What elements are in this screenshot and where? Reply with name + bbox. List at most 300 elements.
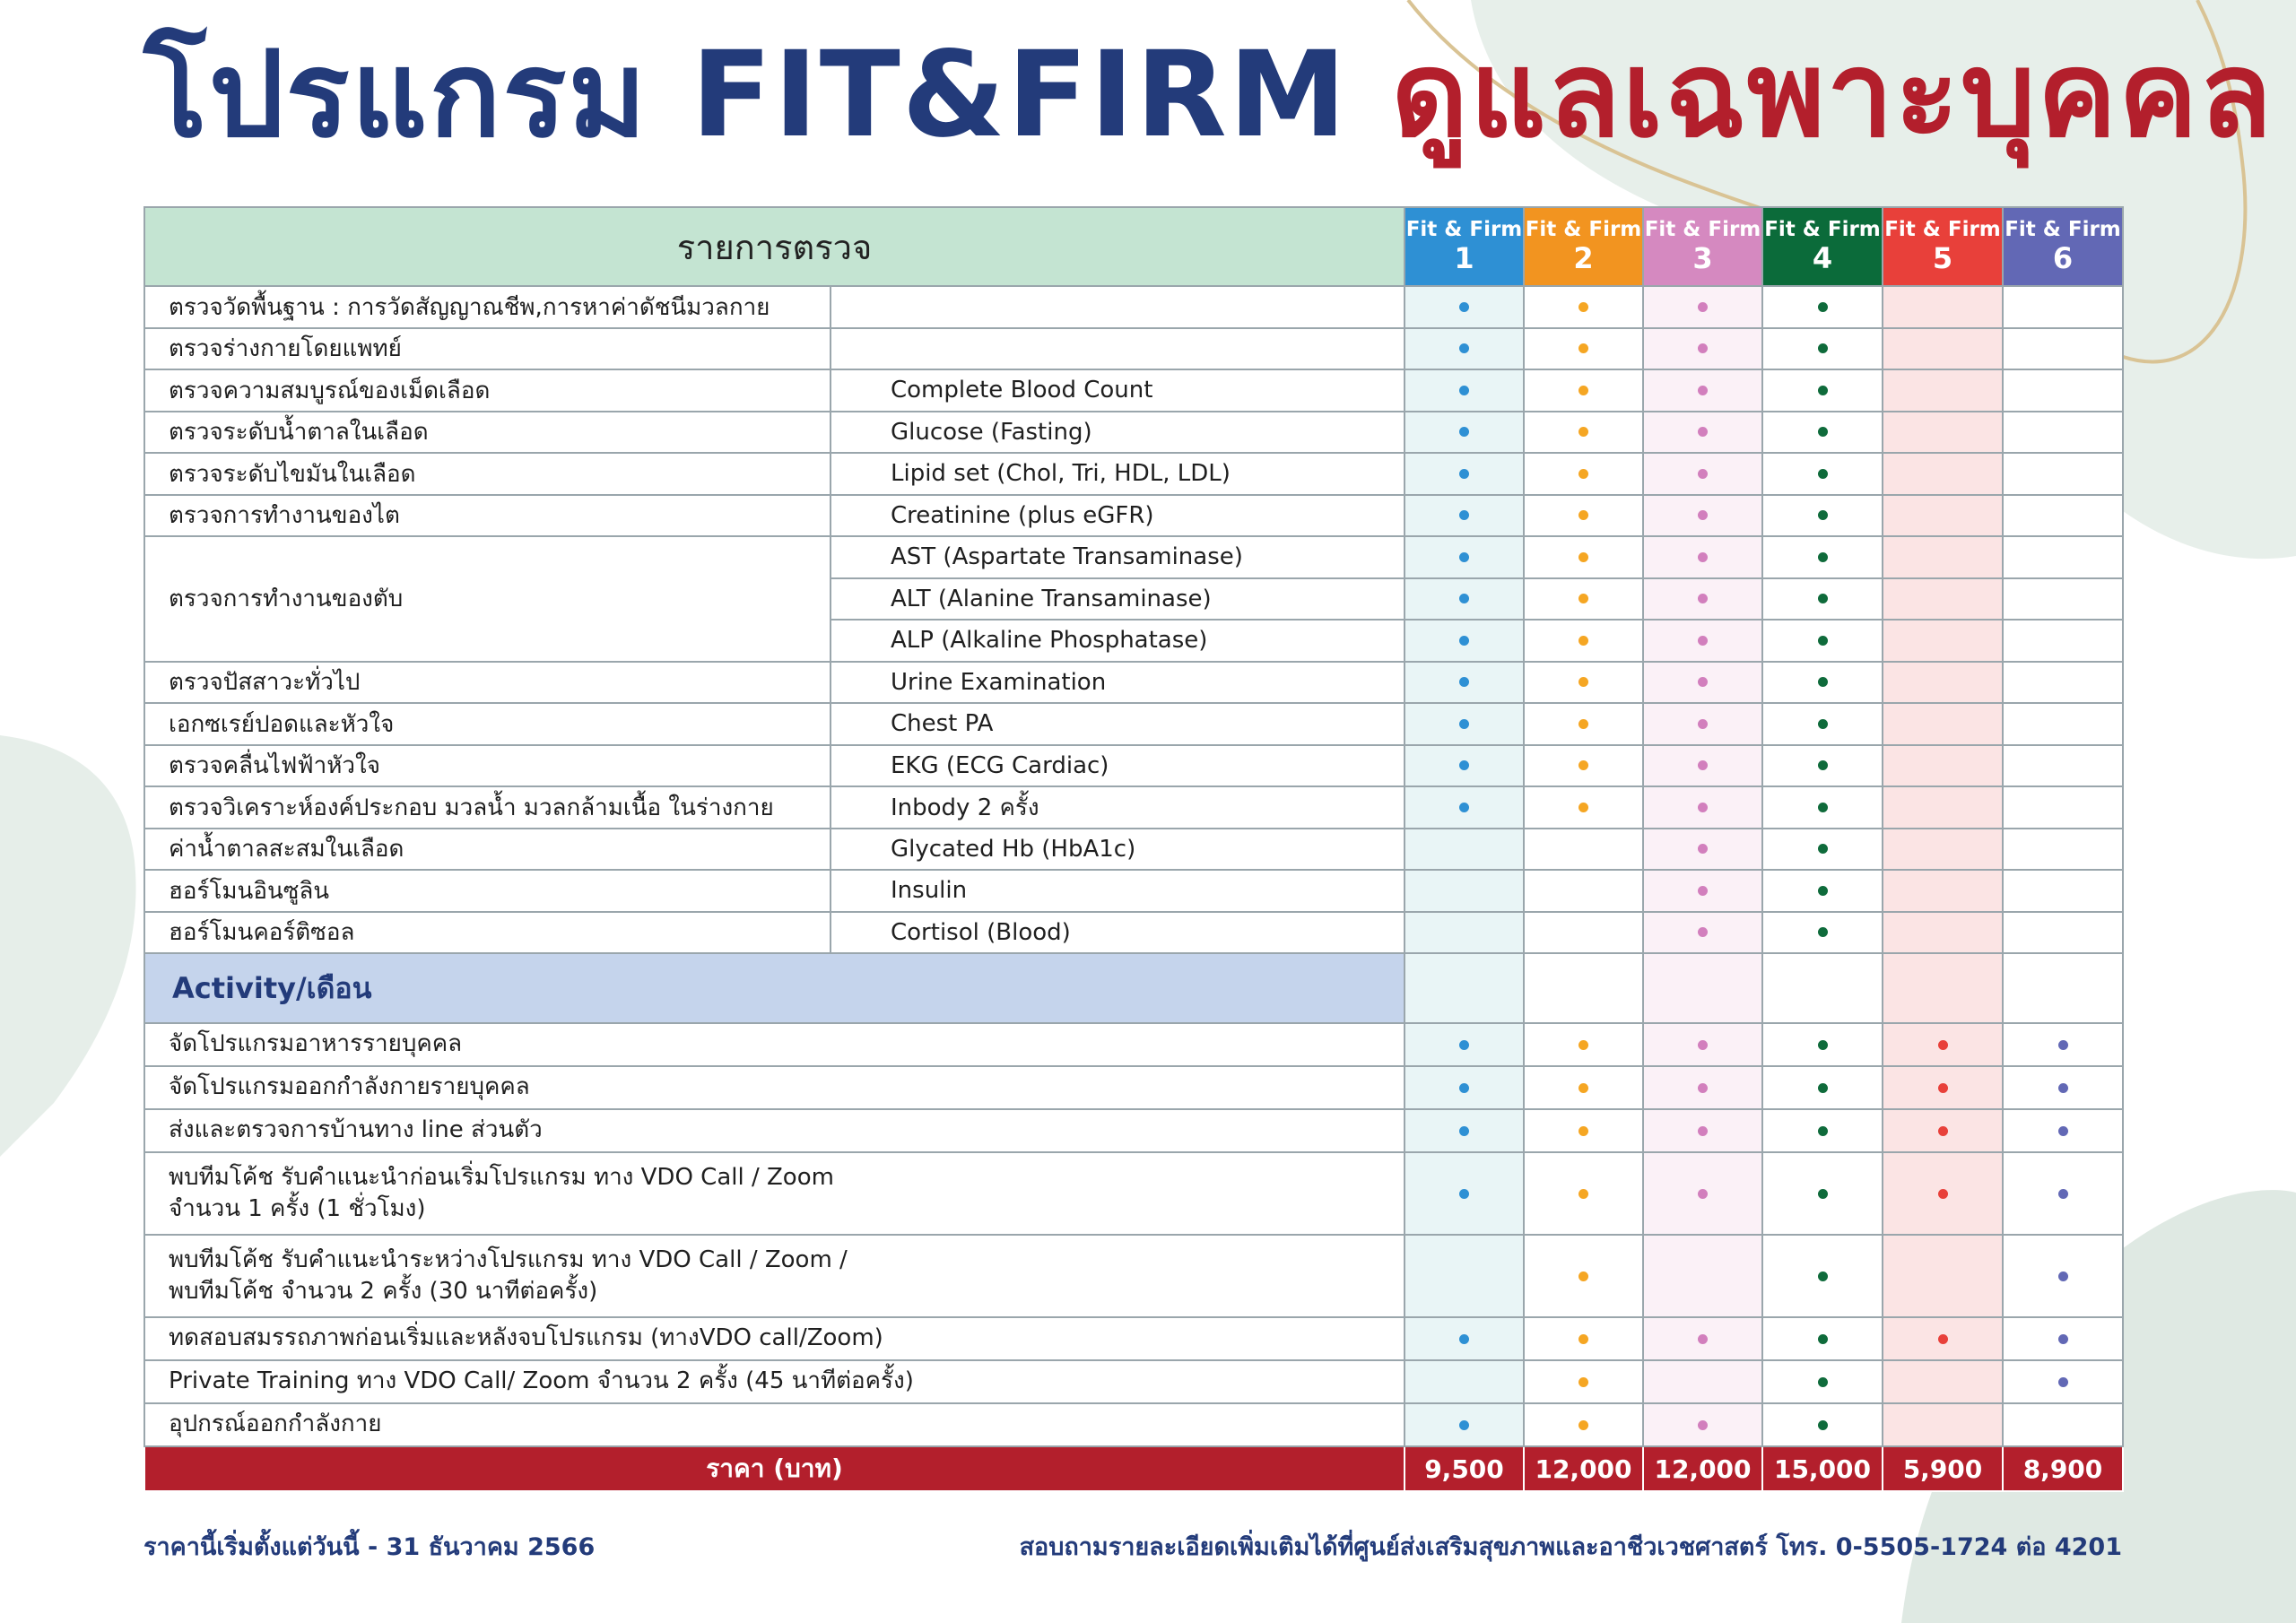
plan-3-cell — [1643, 912, 1762, 954]
plan-6-cell — [2003, 953, 2123, 1023]
page-title — [144, 26, 2274, 164]
plan-2-cell — [1524, 1235, 1643, 1317]
included-dot-icon — [1578, 719, 1588, 729]
plan-5-cell — [1883, 870, 2003, 912]
exam-test: Cortisol (Blood) — [831, 912, 1405, 954]
included-dot-icon — [1578, 760, 1588, 770]
included-dot-icon — [1818, 302, 1828, 312]
plan-header-1 — [1405, 207, 1524, 286]
included-dot-icon — [1459, 1420, 1469, 1430]
plan-3-cell — [1643, 1317, 1762, 1360]
included-dot-icon — [1698, 427, 1708, 437]
plan-6-cell — [2003, 829, 2123, 871]
plan-1-cell — [1405, 953, 1524, 1023]
plan-number: 1 — [1454, 240, 1474, 275]
included-dot-icon — [1818, 636, 1828, 646]
included-dot-icon — [1698, 677, 1708, 687]
plan-2-cell — [1524, 536, 1643, 578]
included-dot-icon — [1818, 1040, 1828, 1050]
activity-item — [144, 1109, 1405, 1152]
exam-row — [144, 786, 2123, 829]
plan-2-cell — [1524, 369, 1643, 412]
price-plan-2: 12,000 — [1524, 1446, 1643, 1491]
activity-line: จำนวน 1 ครั้ง (1 ชั่วโมง) — [169, 1195, 426, 1222]
included-dot-icon — [1578, 510, 1588, 520]
activity-line: พบทีมโค้ช รับคำแนะนำระหว่างโปรแกรม ทาง VDO Call / Zoom / — [169, 1245, 848, 1273]
plan-3-cell — [1643, 1109, 1762, 1152]
included-dot-icon — [1698, 803, 1708, 812]
plan-name: Fit & Firm — [2005, 218, 2121, 242]
included-dot-icon — [1818, 343, 1828, 353]
plan-2-cell — [1524, 1152, 1643, 1235]
plan-5-cell — [1883, 1066, 2003, 1109]
included-dot-icon — [1818, 719, 1828, 729]
exam-item: ตรวจวัดพื้นฐาน : การวัดสัญญาณชีพ,การหาค่าดัชนีมวลกาย — [144, 286, 831, 328]
plan-5-cell — [1883, 1317, 2003, 1360]
plan-5-cell — [1883, 495, 2003, 537]
plan-2-cell — [1524, 495, 1643, 537]
plan-2-cell — [1524, 703, 1643, 745]
plan-4-cell — [1762, 953, 1883, 1023]
plan-6-cell — [2003, 912, 2123, 954]
exam-test: Lipid set (Chol, Tri, HDL, LDL) — [831, 453, 1405, 495]
plan-6-cell — [2003, 328, 2123, 370]
included-dot-icon — [1698, 1083, 1708, 1093]
plan-name: Fit & Firm — [1405, 218, 1523, 242]
plan-3-cell — [1643, 620, 1762, 662]
included-dot-icon — [1459, 427, 1469, 437]
plan-4-cell — [1762, 620, 1883, 662]
included-dot-icon — [1818, 1083, 1828, 1093]
included-dot-icon — [1818, 469, 1828, 479]
plan-5-cell — [1883, 453, 2003, 495]
included-dot-icon — [1818, 1377, 1828, 1387]
activity-row — [144, 1403, 2123, 1446]
included-dot-icon — [1818, 1189, 1828, 1199]
included-dot-icon — [1459, 1040, 1469, 1050]
price-plan-1: 9,500 — [1405, 1446, 1524, 1491]
plan-5-cell — [1883, 786, 2003, 829]
included-dot-icon — [2058, 1040, 2068, 1050]
exam-item: ค่าน้ำตาลสะสมในเลือด — [144, 829, 831, 871]
footer-price-validity: ราคานี้เริ่มตั้งแต่วันนี้ - 31 ธันวาคม 2566 — [144, 1533, 596, 1561]
included-dot-icon — [1818, 677, 1828, 687]
title-personal-care: ดูแลเฉพาะบุคคล — [1391, 26, 2274, 164]
plan-5-cell — [1883, 745, 2003, 787]
activity-line: จัดโปรแกรมอาหารรายบุคคล — [169, 1030, 463, 1058]
included-dot-icon — [1818, 1420, 1828, 1430]
plan-6-cell — [2003, 1317, 2123, 1360]
plan-6-cell — [2003, 703, 2123, 745]
plan-6-cell — [2003, 1360, 2123, 1403]
plan-1-cell — [1405, 620, 1524, 662]
included-dot-icon — [1698, 886, 1708, 896]
included-dot-icon — [1938, 1334, 1948, 1344]
plan-3-cell — [1643, 745, 1762, 787]
plan-4-cell — [1762, 912, 1883, 954]
plan-name: Fit & Firm — [1884, 218, 2001, 242]
plan-2-cell — [1524, 453, 1643, 495]
activity-item — [144, 1403, 1405, 1446]
included-dot-icon — [1698, 844, 1708, 854]
plan-4-cell — [1762, 495, 1883, 537]
plan-5-cell — [1883, 536, 2003, 578]
activity-row — [144, 1152, 2123, 1235]
plan-2-cell — [1524, 953, 1643, 1023]
table-header-row — [144, 207, 2123, 286]
plan-5-cell — [1883, 1403, 2003, 1446]
plan-name: Fit & Firm — [1764, 218, 1881, 242]
plan-3-cell — [1643, 1023, 1762, 1066]
plan-6-cell — [2003, 1152, 2123, 1235]
plan-number: 4 — [1812, 240, 1833, 275]
plan-6-cell — [2003, 662, 2123, 704]
included-dot-icon — [1698, 343, 1708, 353]
plan-3-cell — [1643, 1066, 1762, 1109]
activity-line: อุปกรณ์ออกกำลังกาย — [169, 1410, 382, 1438]
plan-name: Fit & Firm — [1644, 218, 1761, 242]
plan-5-cell — [1883, 412, 2003, 454]
exam-item: ตรวจคลื่นไฟฟ้าหัวใจ — [144, 745, 831, 787]
plan-3-cell — [1643, 536, 1762, 578]
exam-test — [831, 286, 1405, 328]
included-dot-icon — [1459, 594, 1469, 603]
activity-item — [144, 1360, 1405, 1403]
plan-3-cell — [1643, 328, 1762, 370]
plan-1-cell — [1405, 870, 1524, 912]
included-dot-icon — [1578, 803, 1588, 812]
included-dot-icon — [1578, 469, 1588, 479]
plan-5-cell — [1883, 953, 2003, 1023]
included-dot-icon — [1698, 1334, 1708, 1344]
included-dot-icon — [1459, 386, 1469, 395]
activity-line: พบทีมโค้ช จำนวน 2 ครั้ง (30 นาทีต่อครั้ง) — [169, 1278, 598, 1305]
plan-1-cell — [1405, 1023, 1524, 1066]
included-dot-icon — [2058, 1334, 2068, 1344]
included-dot-icon — [1578, 552, 1588, 562]
exam-item: ตรวจการทำงานของไต — [144, 495, 831, 537]
plan-1-cell — [1405, 412, 1524, 454]
included-dot-icon — [1818, 386, 1828, 395]
plan-2-cell — [1524, 1317, 1643, 1360]
plan-1-cell — [1405, 578, 1524, 621]
activity-item — [144, 1152, 1405, 1235]
included-dot-icon — [1578, 1040, 1588, 1050]
exam-row — [144, 912, 2123, 954]
plan-6-cell — [2003, 1066, 2123, 1109]
included-dot-icon — [1459, 552, 1469, 562]
included-dot-icon — [1578, 1271, 1588, 1281]
plan-1-cell — [1405, 1403, 1524, 1446]
exam-item: ตรวจร่างกายโดยแพทย์ — [144, 328, 831, 370]
exam-item: ฮอร์โมนอินซูลิน — [144, 870, 831, 912]
price-plan-4: 15,000 — [1762, 1446, 1883, 1491]
included-dot-icon — [1818, 844, 1828, 854]
included-dot-icon — [1698, 760, 1708, 770]
exam-row — [144, 745, 2123, 787]
price-plan-3: 12,000 — [1643, 1446, 1762, 1491]
plan-2-cell — [1524, 328, 1643, 370]
price-plan-6: 8,900 — [2003, 1446, 2123, 1491]
plan-5-cell — [1883, 662, 2003, 704]
plan-3-cell — [1643, 662, 1762, 704]
exam-row — [144, 536, 2123, 578]
exam-row — [144, 662, 2123, 704]
included-dot-icon — [1578, 1083, 1588, 1093]
plan-1-cell — [1405, 703, 1524, 745]
activity-line: ทดสอบสมรรถภาพก่อนเริ่มและหลังจบโปรแกรม (ทางVDO call/Zoom) — [169, 1324, 883, 1352]
exam-row — [144, 453, 2123, 495]
included-dot-icon — [1578, 1334, 1588, 1344]
included-dot-icon — [1698, 1126, 1708, 1136]
table-body — [144, 286, 2123, 1491]
activity-item — [144, 1317, 1405, 1360]
plan-number: 5 — [1932, 240, 1953, 275]
plan-1-cell — [1405, 1360, 1524, 1403]
included-dot-icon — [1698, 927, 1708, 937]
exam-item: ตรวจความสมบูรณ์ของเม็ดเลือด — [144, 369, 831, 412]
plan-4-cell — [1762, 829, 1883, 871]
plan-2-cell — [1524, 745, 1643, 787]
plan-header-4 — [1762, 207, 1883, 286]
activity-line: Private Training ทาง VDO Call/ Zoom จำนวน 2 ครั้ง (45 นาทีต่อครั้ง) — [169, 1367, 914, 1395]
activity-row — [144, 1023, 2123, 1066]
plan-4-cell — [1762, 703, 1883, 745]
included-dot-icon — [1818, 886, 1828, 896]
included-dot-icon — [1818, 552, 1828, 562]
plan-5-cell — [1883, 829, 2003, 871]
included-dot-icon — [1459, 302, 1469, 312]
included-dot-icon — [1698, 594, 1708, 603]
included-dot-icon — [1698, 1040, 1708, 1050]
plan-6-cell — [2003, 1403, 2123, 1446]
exam-row — [144, 703, 2123, 745]
plan-3-cell — [1643, 953, 1762, 1023]
included-dot-icon — [2058, 1377, 2068, 1387]
plan-4-cell — [1762, 578, 1883, 621]
exam-test: ALP (Alkaline Phosphatase) — [831, 620, 1405, 662]
activity-row — [144, 1360, 2123, 1403]
plan-1-cell — [1405, 1152, 1524, 1235]
plan-1-cell — [1405, 328, 1524, 370]
included-dot-icon — [1698, 302, 1708, 312]
plan-number: 2 — [1573, 240, 1594, 275]
activity-row — [144, 1109, 2123, 1152]
plan-4-cell — [1762, 1360, 1883, 1403]
exam-row — [144, 328, 2123, 370]
plan-3-cell — [1643, 1152, 1762, 1235]
included-dot-icon — [1698, 636, 1708, 646]
plan-4-cell — [1762, 369, 1883, 412]
included-dot-icon — [1818, 594, 1828, 603]
plan-2-cell — [1524, 912, 1643, 954]
plan-name: Fit & Firm — [1525, 218, 1642, 242]
exam-item: ตรวจปัสสาวะทั่วไป — [144, 662, 831, 704]
plan-3-cell — [1643, 703, 1762, 745]
included-dot-icon — [1459, 636, 1469, 646]
plan-6-cell — [2003, 286, 2123, 328]
exam-item: เอกซเรย์ปอดและหัวใจ — [144, 703, 831, 745]
included-dot-icon — [1459, 760, 1469, 770]
plan-4-cell — [1762, 786, 1883, 829]
plan-4-cell — [1762, 1403, 1883, 1446]
exam-item: ตรวจวิเคราะห์องค์ประกอบ มวลน้ำ มวลกล้ามเนื้อ ในร่างกาย — [144, 786, 831, 829]
plan-5-cell — [1883, 620, 2003, 662]
plan-2-cell — [1524, 412, 1643, 454]
plan-5-cell — [1883, 703, 2003, 745]
included-dot-icon — [1578, 1377, 1588, 1387]
plan-2-cell — [1524, 286, 1643, 328]
included-dot-icon — [1459, 510, 1469, 520]
plan-3-cell — [1643, 1403, 1762, 1446]
included-dot-icon — [1578, 1420, 1588, 1430]
plan-1-cell — [1405, 662, 1524, 704]
plan-1-cell — [1405, 1109, 1524, 1152]
exam-test: Insulin — [831, 870, 1405, 912]
included-dot-icon — [1818, 427, 1828, 437]
included-dot-icon — [1459, 1083, 1469, 1093]
included-dot-icon — [1818, 1126, 1828, 1136]
exam-item: ตรวจระดับน้ำตาลในเลือด — [144, 412, 831, 454]
included-dot-icon — [1938, 1126, 1948, 1136]
plan-6-cell — [2003, 453, 2123, 495]
included-dot-icon — [2058, 1083, 2068, 1093]
exam-test: Urine Examination — [831, 662, 1405, 704]
plan-4-cell — [1762, 286, 1883, 328]
plan-header-5 — [1883, 207, 2003, 286]
plan-5-cell — [1883, 912, 2003, 954]
exam-test: Glycated Hb (HbA1c) — [831, 829, 1405, 871]
activity-item — [144, 1235, 1405, 1317]
plan-4-cell — [1762, 1235, 1883, 1317]
exam-test: AST (Aspartate Transaminase) — [831, 536, 1405, 578]
exam-test: Complete Blood Count — [831, 369, 1405, 412]
exam-test: EKG (ECG Cardiac) — [831, 745, 1405, 787]
exam-row — [144, 412, 2123, 454]
included-dot-icon — [1459, 719, 1469, 729]
included-dot-icon — [1698, 386, 1708, 395]
plan-2-cell — [1524, 1109, 1643, 1152]
plan-header-6 — [2003, 207, 2123, 286]
plan-4-cell — [1762, 1317, 1883, 1360]
plan-2-cell — [1524, 870, 1643, 912]
plan-5-cell — [1883, 1152, 2003, 1235]
included-dot-icon — [2058, 1126, 2068, 1136]
plan-6-cell — [2003, 1109, 2123, 1152]
activity-header: Activity/เดือน — [144, 953, 1405, 1023]
plan-2-cell — [1524, 1023, 1643, 1066]
plan-6-cell — [2003, 870, 2123, 912]
plan-3-cell — [1643, 412, 1762, 454]
plan-number: 6 — [2052, 240, 2074, 275]
plan-3-cell — [1643, 870, 1762, 912]
plan-1-cell — [1405, 745, 1524, 787]
plan-4-cell — [1762, 1109, 1883, 1152]
included-dot-icon — [1938, 1083, 1948, 1093]
included-dot-icon — [1698, 1420, 1708, 1430]
activity-row — [144, 1235, 2123, 1317]
included-dot-icon — [1578, 1189, 1588, 1199]
activity-item — [144, 1023, 1405, 1066]
plan-1-cell — [1405, 829, 1524, 871]
included-dot-icon — [1578, 677, 1588, 687]
plan-4-cell — [1762, 412, 1883, 454]
included-dot-icon — [1818, 1334, 1828, 1344]
plan-4-cell — [1762, 1152, 1883, 1235]
plan-4-cell — [1762, 870, 1883, 912]
plan-2-cell — [1524, 578, 1643, 621]
plan-1-cell — [1405, 536, 1524, 578]
plan-4-cell — [1762, 745, 1883, 787]
exam-test: Creatinine (plus eGFR) — [831, 495, 1405, 537]
exam-row — [144, 286, 2123, 328]
exam-test: Inbody 2 ครั้ง — [831, 786, 1405, 829]
plan-1-cell — [1405, 453, 1524, 495]
plan-2-cell — [1524, 620, 1643, 662]
activity-row — [144, 1066, 2123, 1109]
plan-3-cell — [1643, 829, 1762, 871]
included-dot-icon — [1459, 803, 1469, 812]
included-dot-icon — [1818, 927, 1828, 937]
plan-3-cell — [1643, 1360, 1762, 1403]
plan-6-cell — [2003, 1023, 2123, 1066]
exam-row — [144, 369, 2123, 412]
exam-test: Glucose (Fasting) — [831, 412, 1405, 454]
included-dot-icon — [1459, 1334, 1469, 1344]
plan-4-cell — [1762, 328, 1883, 370]
plan-5-cell — [1883, 328, 2003, 370]
included-dot-icon — [1578, 343, 1588, 353]
plan-4-cell — [1762, 1023, 1883, 1066]
plan-6-cell — [2003, 745, 2123, 787]
exam-list-header: รายการตรวจ — [144, 207, 1405, 286]
plan-3-cell — [1643, 578, 1762, 621]
plan-6-cell — [2003, 1235, 2123, 1317]
plan-5-cell — [1883, 578, 2003, 621]
included-dot-icon — [1578, 1126, 1588, 1136]
plan-3-cell — [1643, 369, 1762, 412]
price-plan-5: 5,900 — [1883, 1446, 2003, 1491]
included-dot-icon — [1578, 302, 1588, 312]
plan-6-cell — [2003, 786, 2123, 829]
plan-3-cell — [1643, 286, 1762, 328]
included-dot-icon — [1818, 510, 1828, 520]
plan-6-cell — [2003, 578, 2123, 621]
plan-3-cell — [1643, 786, 1762, 829]
plan-1-cell — [1405, 369, 1524, 412]
activity-line: พบทีมโค้ช รับคำแนะนำก่อนเริ่มโปรแกรม ทาง VDO Call / Zoom — [169, 1163, 834, 1191]
plan-3-cell — [1643, 495, 1762, 537]
activity-line: ส่งและตรวจการบ้านทาง line ส่วนตัว — [169, 1116, 543, 1144]
plan-header-3 — [1643, 207, 1762, 286]
plan-2-cell — [1524, 1403, 1643, 1446]
plan-4-cell — [1762, 662, 1883, 704]
included-dot-icon — [1578, 636, 1588, 646]
plan-4-cell — [1762, 453, 1883, 495]
plan-2-cell — [1524, 786, 1643, 829]
included-dot-icon — [1698, 552, 1708, 562]
plan-1-cell — [1405, 495, 1524, 537]
exam-item: ตรวจการทำงานของตับ — [144, 536, 831, 662]
included-dot-icon — [1459, 1189, 1469, 1199]
included-dot-icon — [1578, 427, 1588, 437]
plan-1-cell — [1405, 1066, 1524, 1109]
included-dot-icon — [1459, 343, 1469, 353]
exam-row — [144, 870, 2123, 912]
activity-header-row — [144, 953, 2123, 1023]
plan-1-cell — [1405, 786, 1524, 829]
included-dot-icon — [1818, 760, 1828, 770]
